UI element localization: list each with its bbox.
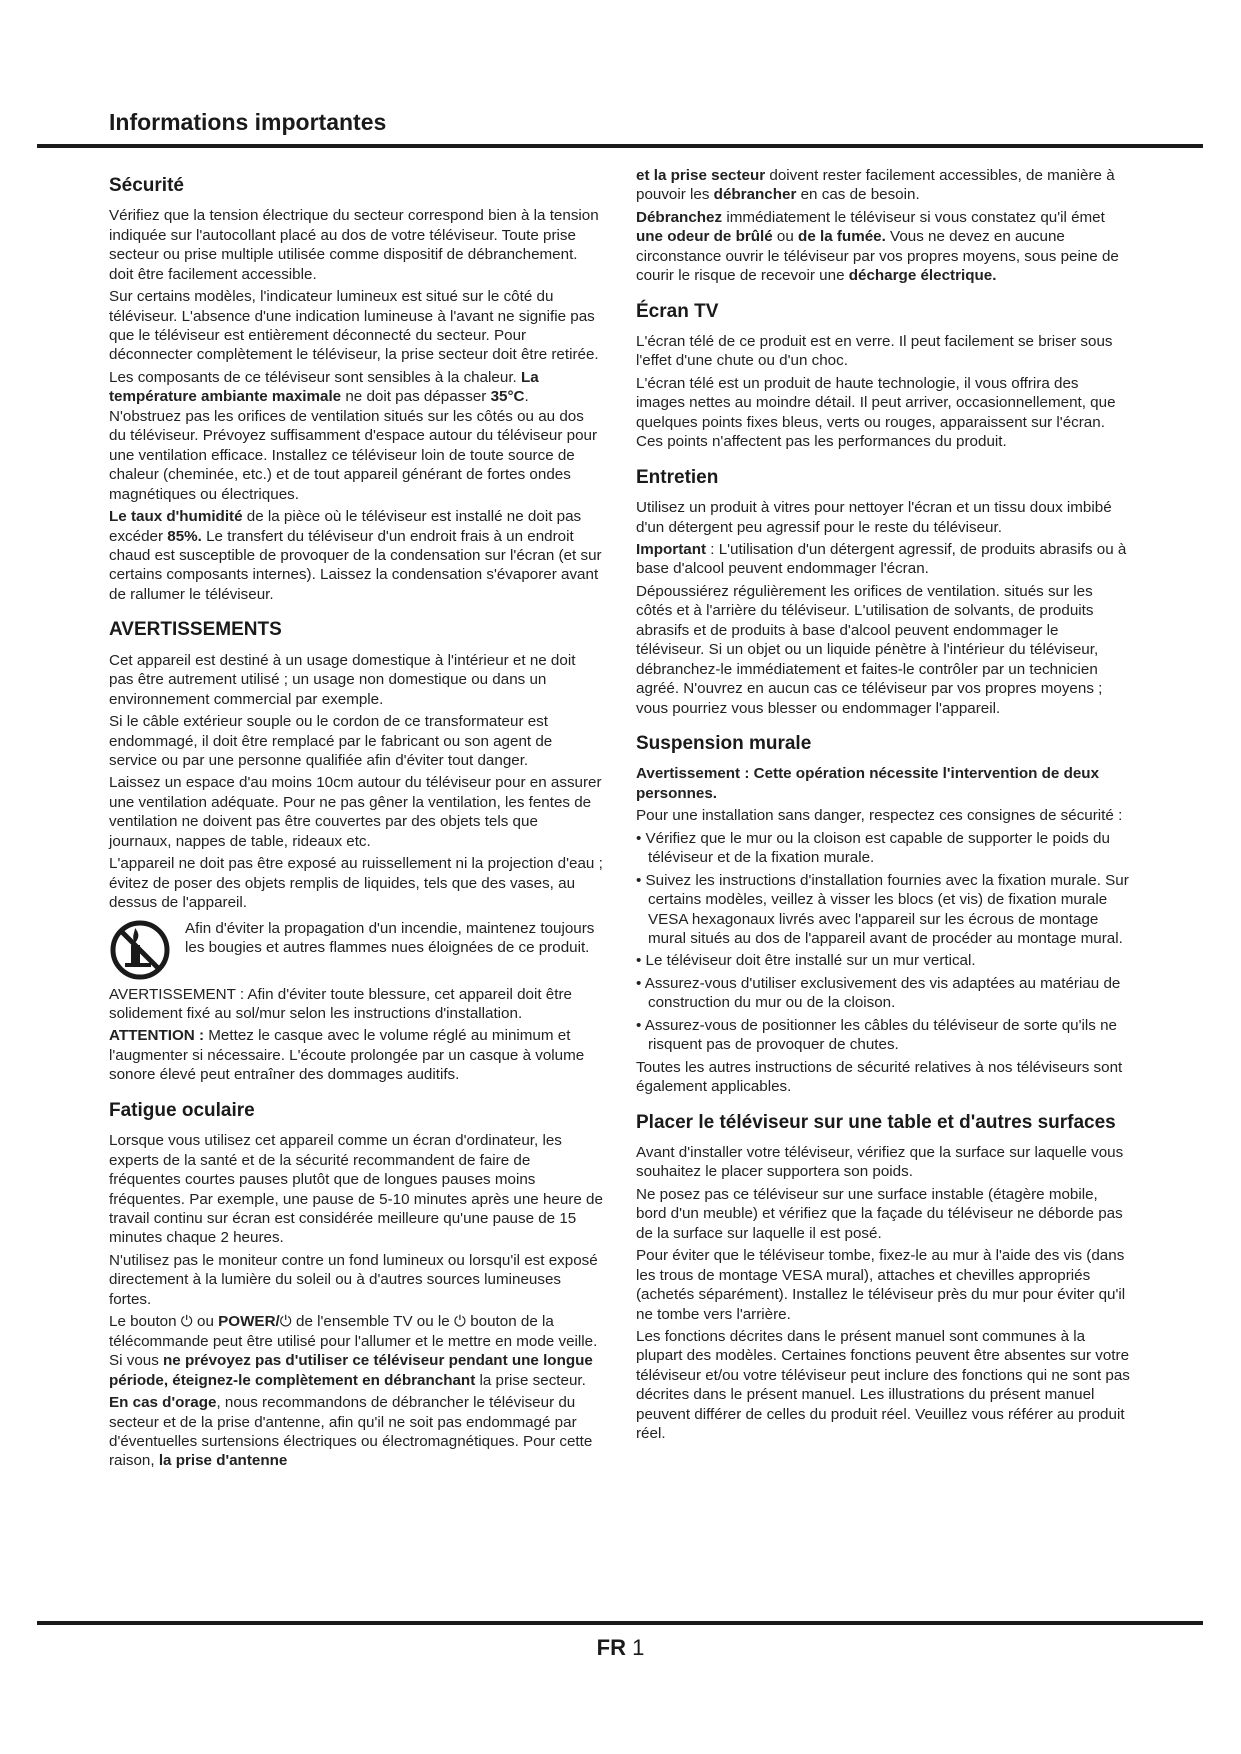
- paragraph: Le bouton ⏻ ou POWER/⏻ de l'ensemble TV ou le ⏻ bouton de la télécommande peut être utilisé pour l'allumer et le mettre en mode veille. Si vous ne prévoyez pas d'utiliser ce téléviseur pendant une longue période, éteignez-le complètement en débranchant la prise secteur.: [109, 1313, 598, 1389]
- power-icon: ⏻: [279, 1313, 292, 1331]
- paragraph: AVERTISSEMENT : Afin d'éviter toute blessure, cet appareil doit être solidement fixé au sol/mur selon les instructions d'installation.: [109, 985, 572, 1023]
- no-open-flame-icon: [109, 919, 171, 981]
- paragraph: et la prise secteur doivent rester facilement accessibles, de manière à pouvoir les débrancher en cas de besoin.: [636, 167, 1115, 204]
- paragraph: Utilisez un produit à vitres pour nettoyer l'écran et un tissu doux imbibé d'un détergent peu agressif pour le reste du téléviseur.: [636, 499, 1112, 536]
- section-title-suspension: Suspension murale: [636, 733, 812, 755]
- left-column: [109, 166, 604, 1474]
- page-title: Informations importantes: [109, 109, 387, 135]
- power-icon: ⏻: [453, 1313, 466, 1331]
- section-title-securite: Sécurité: [109, 175, 184, 196]
- warning-text: Avertissement : Cette opération nécessite l'intervention de deux personnes.: [636, 765, 1100, 802]
- header-rule: [37, 144, 1203, 148]
- list-item: • Assurez-vous de positionner les câbles du téléviseur de sorte qu'ils ne risquent pas de provoquer de chutes.: [636, 1016, 1117, 1054]
- paragraph: Les fonctions décrites dans le présent manuel sont communes à la plupart des modèles. Certaines fonctions peuvent être absentes sur votre téléviseur et/ou votre téléviseur peut inclure des fonctions qui ne sont pas décrites dans le présent manuel. Les illustrations du présent manuel peuvent différer de celles du produit réel. Veuillez vous référer au produit réel.: [636, 1328, 1130, 1443]
- footer-rule: [37, 1621, 1203, 1625]
- paragraph: Laissez un espace d'au moins 10cm autour du téléviseur pour en assurer une ventilation adéquate. Pour ne pas gêner la ventilation, les fentes de ventilation ne doivent pas être couvertes par des objets tels que journaux, nappes de table, rideaux etc.: [109, 774, 602, 850]
- paragraph: Avant d'installer votre téléviseur, vérifiez que la surface sur laquelle vous souhaitez le placer supportera son poids.: [636, 1143, 1124, 1181]
- paragraph: En cas d'orage, nous recommandons de débrancher le téléviseur du secteur et de la prise d'antenne, afin qu'il ne soit pas endommagé par d'éventuelles surtensions électriques ou électromagnétiques. Pour cette raison, la prise d'antenne: [109, 1394, 593, 1470]
- paragraph: Le taux d'humidité de la pièce où le téléviseur est installé ne doit pas excéder 85%. Le transfert du téléviseur d'un endroit frais à un endroit chaud est susceptible de provoquer de la condensation sur l'écran (et sur certains composants internes). Laissez la condensation s'évaporer avant de rallumer le téléviseur.: [109, 508, 602, 603]
- list-item: • Suivez les instructions d'installation fournies avec la fixation murale. Sur certains modèles, veillez à visser les blocs (et vis) de fixation murale VESA hexagonaux livrés avec l'appareil sur les écrous de montage mural situés au dos de l'appareil avant de procéder au montage mural.: [636, 871, 1129, 947]
- list-item: • Assurez-vous d'utiliser exclusivement des vis adaptées au matériau de construction du mur ou de la cloison.: [636, 974, 1121, 1012]
- paragraph: Débranchez immédiatement le téléviseur si vous constatez qu'il émet une odeur de brûlé ou de la fumée. Vous ne devez en aucune circonstance ouvrir le téléviseur par vos propres moyens, sous peine de courir le risque de recevoir une décharge électrique.: [636, 208, 1119, 285]
- paragraph: Si le câble extérieur souple ou le cordon de ce transformateur est endommagé, il doit être remplacé par le fabricant ou son agent de service ou par une personne qualifiée afin d'éviter tout danger.: [109, 713, 553, 769]
- section-title-ecran: Écran TV: [636, 300, 719, 322]
- page-number: FR 1: [596, 1635, 645, 1660]
- list-item: • Le téléviseur doit être installé sur un mur vertical.: [636, 952, 976, 970]
- paragraph: Vérifiez que la tension électrique du secteur correspond bien à la tension indiquée sur l'autocollant placé au dos de votre téléviseur. Toute prise secteur ou prise multiple utilisée comme dispositif de débranchement. doit être facilement accessible.: [109, 207, 599, 283]
- paragraph: L'écran télé de ce produit est en verre. Il peut facilement se briser sous l'effet d'une chute ou d'un choc.: [636, 333, 1113, 370]
- section-title-entretien: Entretien: [636, 466, 719, 488]
- paragraph: Lorsque vous utilisez cet appareil comme un écran d'ordinateur, les experts de la santé et de la sécurité recommandent de faire de fréquentes courtes pauses plutôt que de longues pauses moins fréquentes. Par exemple, une pause de 5-10 minutes après une heure de travail continu sur écran est considérée meilleure qu'une pause de 15 minutes chaque 2 heures.: [109, 1132, 603, 1247]
- paragraph: L'appareil ne doit pas être exposé au ruissellement ni la projection d'eau ; évitez de poser des objets remplis de liquides, tels que des vases, au dessus de l'appareil.: [109, 855, 603, 912]
- paragraph: L'écran télé est un produit de haute technologie, il vous offrira des images nettes au moindre détail. Il peut arriver, occasionnellement, que quelques points fixes bleus, verts ou rouges, apparaissent sur l'écran. Ces points n'affectent pas les performances du produit.: [636, 374, 1116, 451]
- paragraph: Les composants de ce téléviseur sont sensibles à la chaleur. La température ambiante maximale ne doit pas dépasser 35°C. N'obstruez pas les orifices de ventilation situés sur les côtés ou au dos du téléviseur. Prévoyez suffisamment d'espace autour du téléviseur pour une ventilation efficace. Installez ce téléviseur loin de toute source de chaleur (cheminée, etc.) et de tout appareil générant de fortes ondes magnétiques ou électriques.: [109, 368, 598, 503]
- paragraph: Pour éviter que le téléviseur tombe, fixez-le au mur à l'aide des vis (dans les trous de montage VESA mural), attaches et chevilles appropriés (achetés séparément). Installez le téléviseur près du mur pour éviter qu'il ne tombe vers l'arrière.: [636, 1247, 1126, 1323]
- paragraph: ATTENTION : Mettez le casque avec le volume réglé au minimum et l'augmenter si nécessaire. L'écoute prolongée par un casque à volume sonore élevé peut entraîner des dommages auditifs.: [109, 1027, 585, 1084]
- fire-warning-text: Afin d'éviter la propagation d'un incendie, maintenez toujours les bougies et autres flammes nues éloignées de ce produit.: [185, 919, 595, 957]
- fire-warning: [109, 919, 604, 981]
- right-column: [636, 166, 1131, 1447]
- power-icon: ⏻: [180, 1313, 193, 1331]
- list-item: • Vérifiez que le mur ou la cloison est capable de supporter le poids du téléviseur et de la fixation murale.: [636, 829, 1110, 867]
- paragraph: Ne posez pas ce téléviseur sur une surface instable (étagère mobile, bord d'un meuble) et vérifiez que la façade du téléviseur ne déborde pas de la surface sur laquelle il est posé.: [636, 1185, 1123, 1242]
- paragraph: Dépoussiérez régulièrement les orifices de ventilation. situés sur les côtés et à l'arrière du téléviseur. L'utilisation de solvants, de produits abrasifs et de produits à base d'alcool peuvent endommager le téléviseur. Si un objet ou un liquide pénètre à l'intérieur du téléviseur, débranchez-le immédiatement et faites-le contrôler par un technicien agréé. N'ouvrez en aucun cas ce téléviseur par vos propres moyens ; vous pourriez vous blesser ou endommager l'appareil.: [636, 582, 1103, 717]
- paragraph: Toutes les autres instructions de sécurité relatives à nos téléviseurs sont également applicables.: [636, 1058, 1123, 1096]
- section-title-fatigue: Fatigue oculaire: [109, 1099, 255, 1121]
- paragraph: Pour une installation sans danger, respectez ces consignes de sécurité :: [636, 807, 1123, 825]
- section-title-avertissements: AVERTISSEMENTS: [109, 619, 282, 641]
- paragraph: Cet appareil est destiné à un usage domestique à l'intérieur et ne doit pas être autrement utilisé ; un usage non domestique ou dans un environnement commercial par exemple.: [109, 651, 576, 708]
- paragraph: Important : L'utilisation d'un détergent agressif, de produits abrasifs ou à base d'alcool peuvent endommager l'écran.: [636, 540, 1127, 578]
- paragraph: Sur certains modèles, l'indicateur lumineux est situé sur le côté du téléviseur. L'absence d'une indication lumineuse à l'avant ne signifie pas que le téléviseur est entièrement déconnecté du secteur. Pour déconnecter complètement le téléviseur, la prise secteur doit être retirée.: [109, 288, 599, 364]
- paragraph: N'utilisez pas le moniteur contre un fond lumineux ou lorsqu'il est exposé directement à la lumière du soleil ou à d'autres sources lumineuses fortes.: [109, 1251, 598, 1308]
- section-title-placer: Placer le téléviseur sur une table et d'autres surfaces: [636, 1111, 1116, 1133]
